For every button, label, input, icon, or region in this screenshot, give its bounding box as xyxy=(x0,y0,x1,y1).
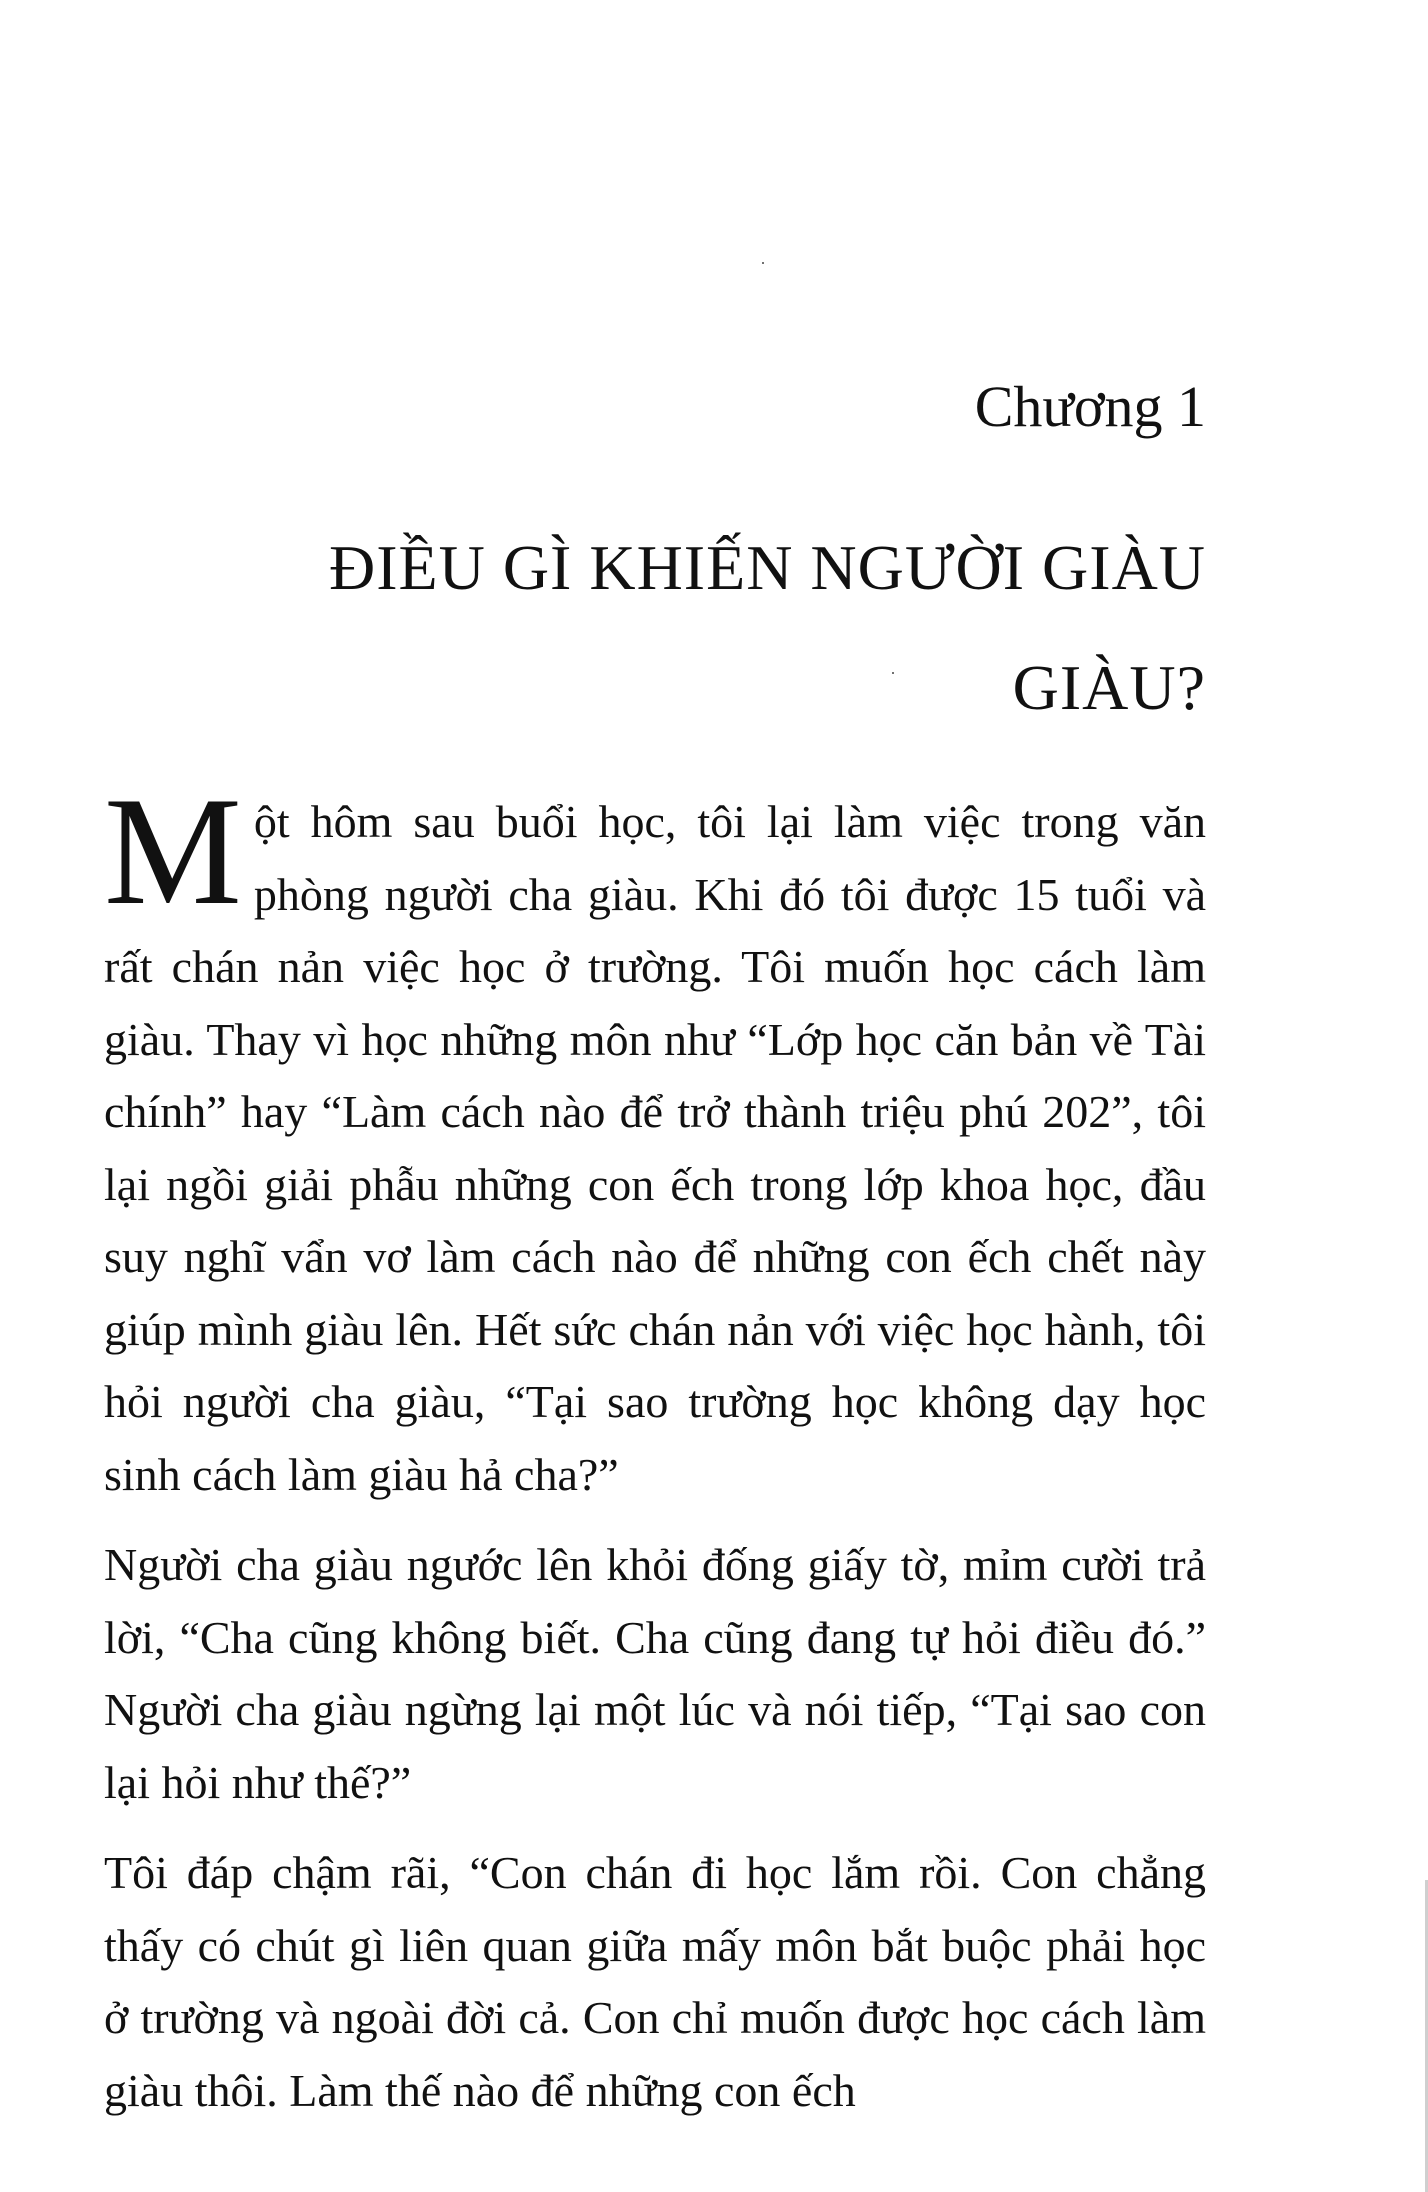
chapter-title-line: ĐIỀU GÌ KHIẾN NGƯỜI GIÀU xyxy=(328,532,1206,603)
chapter-label: Chương 1 xyxy=(974,374,1206,439)
paragraph: Tôi đáp chậm rãi, “Con chán đi học lắm rồi. Con chẳng thấy có chút gì liên quan giữa mấy môn bắt buộc phải học ở trường và ngoài đời cả. Con chỉ muốn được học cách làm giàu thôi. Làm thế nào để những con ếch xyxy=(104,1847,1206,2116)
chapter-title-line: GIÀU? xyxy=(1012,652,1206,723)
body-text xyxy=(104,765,1206,2145)
print-speck xyxy=(762,262,764,264)
paragraph xyxy=(104,765,1206,1511)
drop-cap: M xyxy=(104,765,242,937)
paragraph: Người cha giàu ngước lên khỏi đống giấy tờ, mỉm cười trả lời, “Cha cũng không biết. Cha cũng đang tự hỏi điều đó.” Người cha giàu ngừng lại một lúc và nói tiếp, “Tại sao con lại hỏi như thế?” xyxy=(104,1539,1206,1808)
chapter-title xyxy=(206,508,1206,748)
paragraph-text: ột hôm sau buổi học, tôi lại làm việc trong văn phòng người cha giàu. Khi đó tôi được 15 tuổi và rất chán nản việc học ở trường. Tôi muốn học cách làm giàu. Thay vì học những môn như “Lớp học căn bản về Tài chính” hay “Làm cách nào để trở thành triệu phú 202”, tôi lại ngồi giải phẫu những con ếch trong lớp khoa học, đầu suy nghĩ vẩn vơ làm cách nào để những con ếch chết này giúp mình giàu lên. Hết sức chán nản với việc học hành, tôi hỏi người cha giàu, “Tại sao trường học không dạy học sinh cách làm giàu hả cha?” xyxy=(104,796,1206,1500)
